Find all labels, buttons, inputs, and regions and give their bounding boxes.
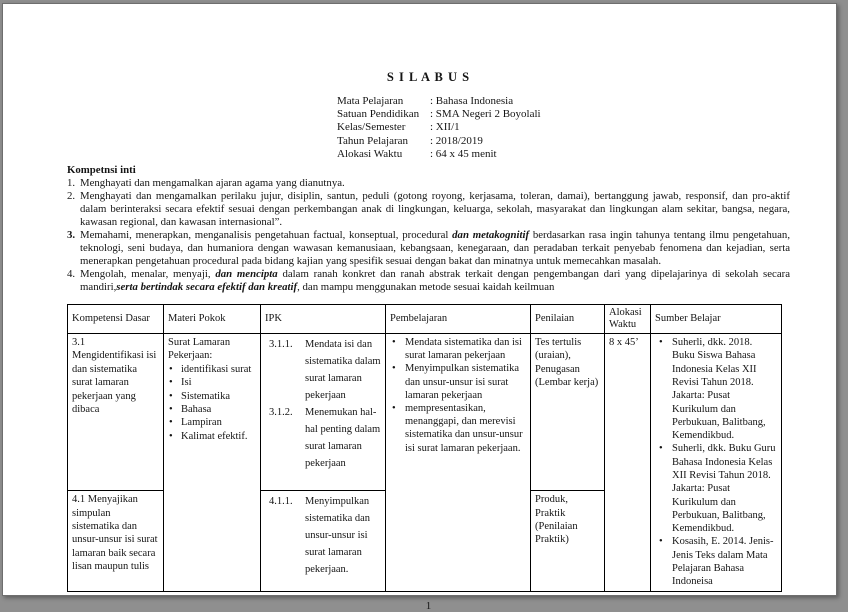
ipk-list	[265, 493, 381, 578]
meta-label: Mata Pelajaran	[337, 95, 404, 107]
cell-alokasi-waktu: 8 x 45’	[605, 334, 651, 592]
ipk-text: Mendata isi dan sistematika dalam surat lamaran pekerjaan	[305, 339, 381, 402]
table-header-cell: Penilaian	[531, 305, 605, 334]
list-item	[390, 336, 526, 362]
bullet-text: Bahasa	[181, 404, 212, 416]
kompetensi-inti-item	[67, 268, 790, 294]
kompetensi-inti-item	[67, 229, 790, 268]
list-item	[168, 363, 256, 376]
materi-intro: Surat Lamaran Pekerjaan:	[168, 337, 231, 362]
bullet-text: Kalimat efektif.	[181, 430, 248, 442]
table-header-cell: Alokasi Waktu	[605, 305, 651, 334]
item-number: 4.	[67, 268, 76, 281]
bullet-text: Mendata sistematika dan isi surat lamaran pekerjaan	[405, 337, 522, 362]
sumber-bullet-list	[655, 336, 777, 589]
list-item	[655, 442, 777, 535]
item-text: Menghayati dan mengamalkan perilaku jujur, disiplin, santun, peduli (gotong royong, kerjasama, toleran, damai), bertanggung jawab, responsif, dan pro-aktif dalam berinteraksi secara efektif sesuai dengan perkembangan anak di lingkungan, keluarga, sekolah, masyarakat dan lingkungan alam sekitar, bangsa, negara, kawasan regional, dan kawasan internasional”.	[80, 190, 790, 229]
list-item	[168, 390, 256, 403]
meta-label: Alokasi Waktu	[337, 147, 403, 160]
ipk-item	[265, 336, 381, 404]
item-text: Menghayati dan mengamalkan ajaran agama yang dianutnya.	[80, 177, 345, 190]
bullet-icon: •	[659, 337, 663, 349]
item-number: 1.	[67, 177, 76, 190]
bullet-text: identifikasi surat	[181, 363, 252, 375]
meta-value: : XII/1	[430, 121, 460, 134]
silabus-table	[67, 304, 782, 592]
meta-row	[337, 95, 790, 108]
table-header-cell: IPK	[261, 305, 386, 334]
page-content	[3, 70, 836, 612]
bullet-text: Isi	[181, 377, 192, 389]
kd-text: Mengidentifikasi isi dan sistematika surat lamaran pekerjaan yang dibaca	[72, 350, 157, 416]
ipk-number: 3.1.1.	[269, 339, 293, 351]
bullet-text: Kosasih, E. 2014. Jenis-Jenis Teks dalam Mata Pelajaran Bahasa Indoneisa	[672, 536, 774, 588]
bullet-icon: •	[169, 417, 173, 429]
bullet-text: Sistematika	[181, 390, 230, 402]
bullet-text: Lampiran	[181, 417, 222, 429]
list-item	[655, 336, 777, 442]
list-item	[168, 403, 256, 416]
cell-kompetensi-dasar-3-1	[68, 334, 164, 491]
kompetensi-inti-list	[67, 177, 790, 294]
table-row	[68, 334, 782, 491]
kompetensi-inti-heading: Kompetnsi inti	[67, 164, 136, 177]
cell-materi-pokok	[164, 334, 261, 592]
meta-value: : Bahasa Indonesia	[430, 95, 514, 107]
ipk-number: 4.1.1.	[269, 496, 293, 508]
ipk-text: Menyimpulkan sistematika dan unsur-unsur isi surat lamaran pekerjaan.	[305, 496, 371, 576]
meta-row	[337, 121, 790, 134]
kompetensi-inti-item	[67, 177, 790, 190]
cell-pembelajaran	[386, 334, 531, 592]
meta-label: Tahun Pelajaran	[337, 134, 409, 147]
item-number: 3.	[67, 229, 76, 242]
list-item	[390, 402, 526, 455]
table-header-cell: Pembelajaran	[386, 305, 531, 334]
ipk-item	[265, 404, 381, 472]
ipk-list	[265, 336, 381, 472]
ipk-number: 3.1.2.	[269, 407, 293, 419]
cell-penilaian-produk: Produk, Praktik (Penilaian Praktik)	[531, 491, 605, 591]
meta-row	[337, 108, 790, 121]
list-item	[168, 416, 256, 429]
meta-row	[337, 148, 790, 161]
bullet-icon: •	[169, 377, 173, 389]
bullet-icon: •	[169, 404, 173, 416]
cell-ipk-3	[261, 334, 386, 491]
bullet-icon: •	[659, 443, 663, 455]
bullet-text: mempresentasikan, menanggapi, dan merevisi sistematika dan unsur-unsur isi surat lamaran pekerjaan.	[405, 403, 523, 454]
bullet-icon: •	[169, 363, 173, 375]
meta-label: Kelas/Semester	[337, 121, 406, 134]
item-text: Memahami, menerapkan, menganalisis pengetahuan factual, konseptual, procedural dan metakognitif berdasarkan rasa ingin tahunya tentang ilmu pengetahuan, teknologi, seni budaya, dan humaniora dengan wawasan kemanusiaan, kebangsaan, kenegaraan, dan peradaban terkait penyebab fenomena dan kejadian, serta menerapkan pengetahuan procedural pada bidang kajian yang spesifik sesuai dengan bakat dan minatnya untuk memecahkan masalah.	[80, 229, 791, 268]
cell-ipk-4	[261, 491, 386, 591]
meta-value: : SMA Negeri 2 Boyolali	[430, 108, 541, 121]
table-header-row	[68, 305, 782, 334]
table-header-cell: Sumber Belajar	[651, 305, 782, 334]
item-number: 2.	[67, 190, 76, 203]
ipk-item	[265, 493, 381, 578]
meta-block	[337, 95, 790, 161]
bullet-text: Suherli, dkk. 2018. Buku Siswa Bahasa Indonesia Kelas XII Revisi Tahun 2018. Jakarta: Pusat Kurikulum dan Perbukuan, Balitbang, Kemendikbud.	[672, 337, 766, 442]
bullet-icon: •	[169, 390, 173, 402]
cell-penilaian-tes-tertulis: Tes tertulis (uraian), Penugasan (Lembar kerja)	[531, 334, 605, 491]
ipk-text: Menemukan hal-hal penting dalam surat lamaran pekerjaan	[305, 407, 381, 470]
table-header-cell: Materi Pokok	[164, 305, 261, 334]
meta-value: : 64 x 45 menit	[430, 147, 497, 160]
bullet-text: Menyimpulkan sistematika dan unsur-unsur isi surat lamaran pekerjaan	[405, 363, 520, 401]
bullet-icon: •	[392, 403, 396, 415]
bullet-text: Suherli, dkk. Buku Guru Bahasa Indonesia Kelas XII Revisi Tahun 2018. Jakarta: Pusat Kurikulum dan Perbukuan, Balitbang, Kemendikbud.	[672, 443, 776, 535]
document-page	[2, 3, 837, 612]
page-number: 1	[425, 599, 432, 612]
meta-value: : 2018/2019	[430, 134, 483, 147]
list-item	[390, 362, 526, 402]
document-title: S I L A B U S	[386, 70, 471, 84]
item-text: Mengolah, menalar, menyaji, dan mencipta dalam ranah konkret dan ranah abstrak terkait dengan pengembangan dari yang dipelajarinya di sekolah secara mandiri,serta bertindak secara efektif dan kreatif, dan mampu menggunakan metode sesuai kaidah keilmuan	[80, 268, 790, 294]
list-item	[168, 430, 256, 443]
kompetensi-inti-item	[67, 190, 790, 229]
bullet-icon: •	[392, 363, 396, 375]
bullet-icon: •	[392, 337, 396, 349]
list-item	[168, 376, 256, 389]
list-item	[655, 535, 777, 588]
pembelajaran-bullet-list	[390, 336, 526, 455]
kompetensi-inti-section	[67, 164, 790, 294]
materi-bullet-list	[168, 363, 256, 443]
cell-kompetensi-dasar-4-1: 4.1 Menyajikan simpulan sistematika dan unsur-unsur isi surat lamaran baik secara lisan maupun tulis	[68, 491, 164, 591]
kd-code: 3.1	[72, 337, 86, 349]
meta-row	[337, 135, 790, 148]
table-header-cell: Kompetensi Dasar	[68, 305, 164, 334]
bullet-icon: •	[169, 430, 173, 442]
bullet-icon: •	[659, 536, 663, 548]
cell-sumber-belajar	[651, 334, 782, 592]
meta-label: Satuan Pendidikan	[337, 108, 420, 121]
